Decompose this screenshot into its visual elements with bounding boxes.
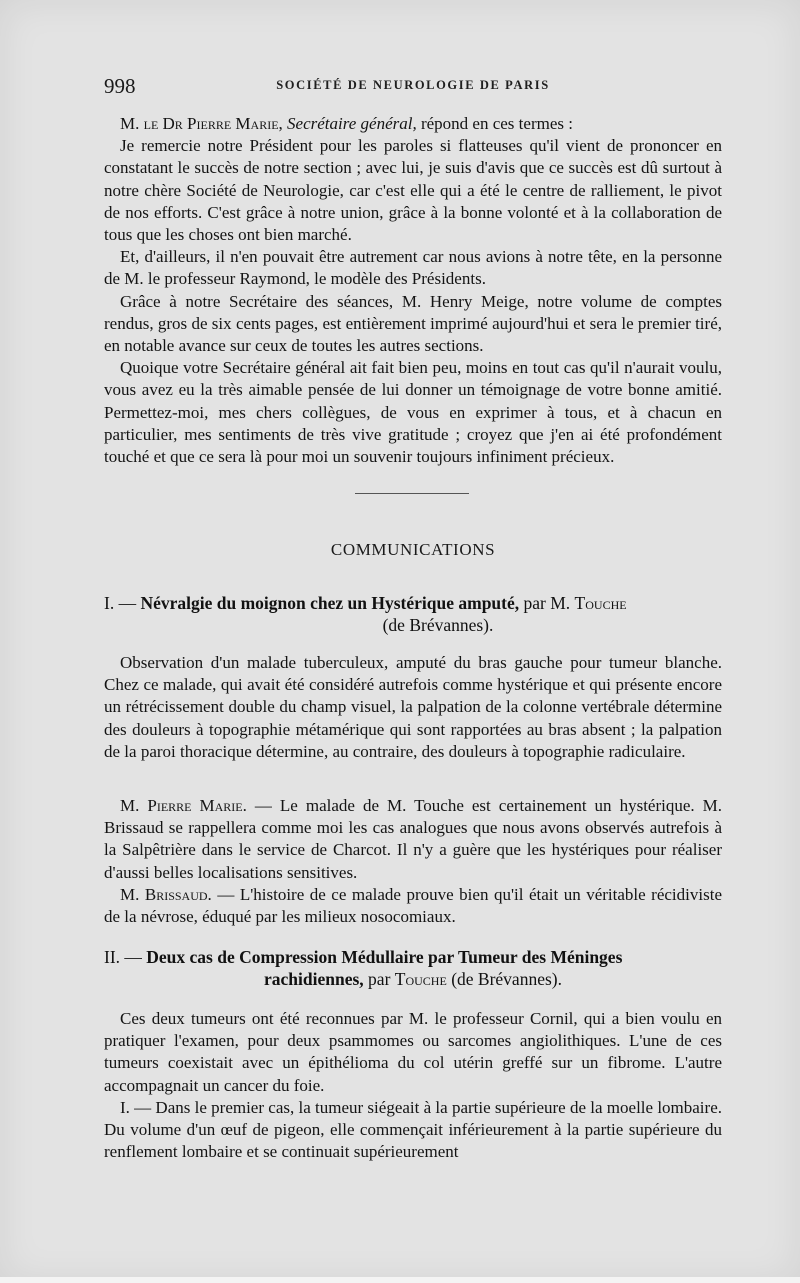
intro-lead — [104, 113, 722, 135]
article-2-heading: Deux cas de Compression Médullaire par Tumeur des Méninges — [146, 947, 623, 967]
section-heading: COMMUNICATIONS — [330, 540, 496, 559]
discussion-entry — [104, 795, 722, 884]
intro-paragraph: Je remercie notre Président pour les paroles si flatteuses qu'il vient de prononcer en constatant le succès de notre section ; avec lui, je suis d'avis que ce succès est dû surtout à notre chère Société de Neurologie, car c'est elle qui a été le centre de ralliement, le pivot de nos efforts. C'est grâce à notre union, grâce à la bonne volonté et à la collaboration de tous que les choses ont bien marché. — [104, 136, 722, 245]
article-1-discussion — [104, 795, 722, 928]
article-2-by: par — [368, 969, 391, 989]
article-1-author: Touche — [574, 593, 627, 613]
article-2-affiliation: (de Brévannes). — [451, 969, 562, 989]
discussion-prefix: M. — [120, 796, 140, 815]
article-2-paragraph: I. — Dans le premier cas, la tumeur siégeait à la partie supérieure de la moelle lombaire. Du volume d'un œuf de pigeon, elle commençait inférieurement à la partie supérieure du renflement lombaire et se continuait supérieurement — [104, 1097, 722, 1162]
article-2-heading-cont: rachidiennes, — [264, 969, 364, 989]
discussion-speaker: Brissaud. — [144, 884, 212, 904]
article-1-by: par M. — [523, 593, 571, 613]
discussion-entry — [104, 884, 722, 928]
article-1-body — [104, 652, 722, 763]
discussion-text: — L'histoire de ce malade prouve bien qu'il était un véritable récidiviste de la névrose, éduqué par les milieux nosocomiaux. — [104, 884, 722, 927]
article-2-title-line1 — [104, 946, 722, 968]
page-header — [104, 74, 722, 100]
article-1-heading: Névralgie du moignon chez un Hystérique amputé, — [140, 593, 520, 613]
intro-paragraph: Quoique votre Secrétaire général ait fait bien peu, moins en tout cas qu'il n'aurait voulu, vous avez eu la très aimable pensée de lui donner un témoignage de votre bonne amitié. Permettez-moi, mes chers collègues, de vous en exprimer à tous, et à chacun en particulier, mes sentiments de très vive gratitude ; croyez que j'en ai été profondément touché et que ce sera là pour moi un souvenir toujours infiniment précieux. — [104, 358, 722, 467]
intro-lead-text: répond en ces termes : — [420, 114, 573, 133]
article-2-number: II. — — [104, 947, 142, 967]
article-2-title-line2 — [104, 968, 722, 990]
intro-block — [104, 113, 722, 468]
article-2-author: Touche — [394, 969, 447, 989]
intro-paragraph: Grâce à notre Secrétaire des séances, M. Henry Meige, notre volume de comptes rendus, gros de six cents pages, est entièrement imprimé aujourd'hui et sera le premier tiré, en notable avance sur ceux de toutes les autres sections. — [104, 291, 722, 356]
intro-speaker-role: Secrétaire général, — [287, 114, 417, 133]
discussion-prefix: M. — [120, 884, 140, 904]
article-1-abstract: Observation d'un malade tuberculeux, amputé du bras gauche pour tumeur blanche. Chez ce malade, qui avait été considéré autrefois comme hystérique et qui présente encore un rétrécissement double du champ visuel, la palpation de la colonne vertébrale détermine des douleurs à topographie métamérique qui sont rapportées au bras absent ; la palpation de la paroi thoracique détermine, au contraire, des douleurs à topographie radiculaire. — [104, 653, 722, 761]
article-1-affiliation: (de Brévannes). — [382, 615, 494, 635]
intro-paragraph: Et, d'ailleurs, il n'en pouvait être autrement car nous avions à notre tête, en la personne de M. le professeur Raymond, le modèle des Présidents. — [104, 247, 722, 289]
page-number: 998 — [104, 74, 136, 98]
running-title: SOCIÉTÉ DE NEUROLOGIE DE PARIS — [276, 78, 550, 92]
article-2-body — [104, 1008, 722, 1163]
section-divider — [355, 493, 469, 494]
article-1-title — [104, 592, 722, 636]
discussion-speaker: Pierre Marie. — [147, 796, 247, 815]
article-2-paragraph: Ces deux tumeurs ont été reconnues par M. le professeur Cornil, qui a bien voulu en pratiquer l'examen, pour deux psammomes ou sarcomes angiolithiques. L'une de ces tumeurs coexistait avec un épithélioma du col utérin greffé sur un fibrome. L'autre accompagnait un cancer du foie. — [104, 1009, 722, 1095]
article-2-title — [104, 946, 722, 990]
discussion-text: — Le malade de M. Touche est certainement un hystérique. M. Brissaud se rappellera comme moi les cas analogues que nous avons observés autrefois à la Salpêtrière dans le service de Charcot. Il n'y a guère que les hystériques pour réaliser d'aussi belles localisations sensitives. — [104, 796, 723, 882]
article-1-number: I. — — [104, 593, 137, 613]
intro-speaker: M. le Dr Pierre Marie, — [120, 114, 283, 133]
